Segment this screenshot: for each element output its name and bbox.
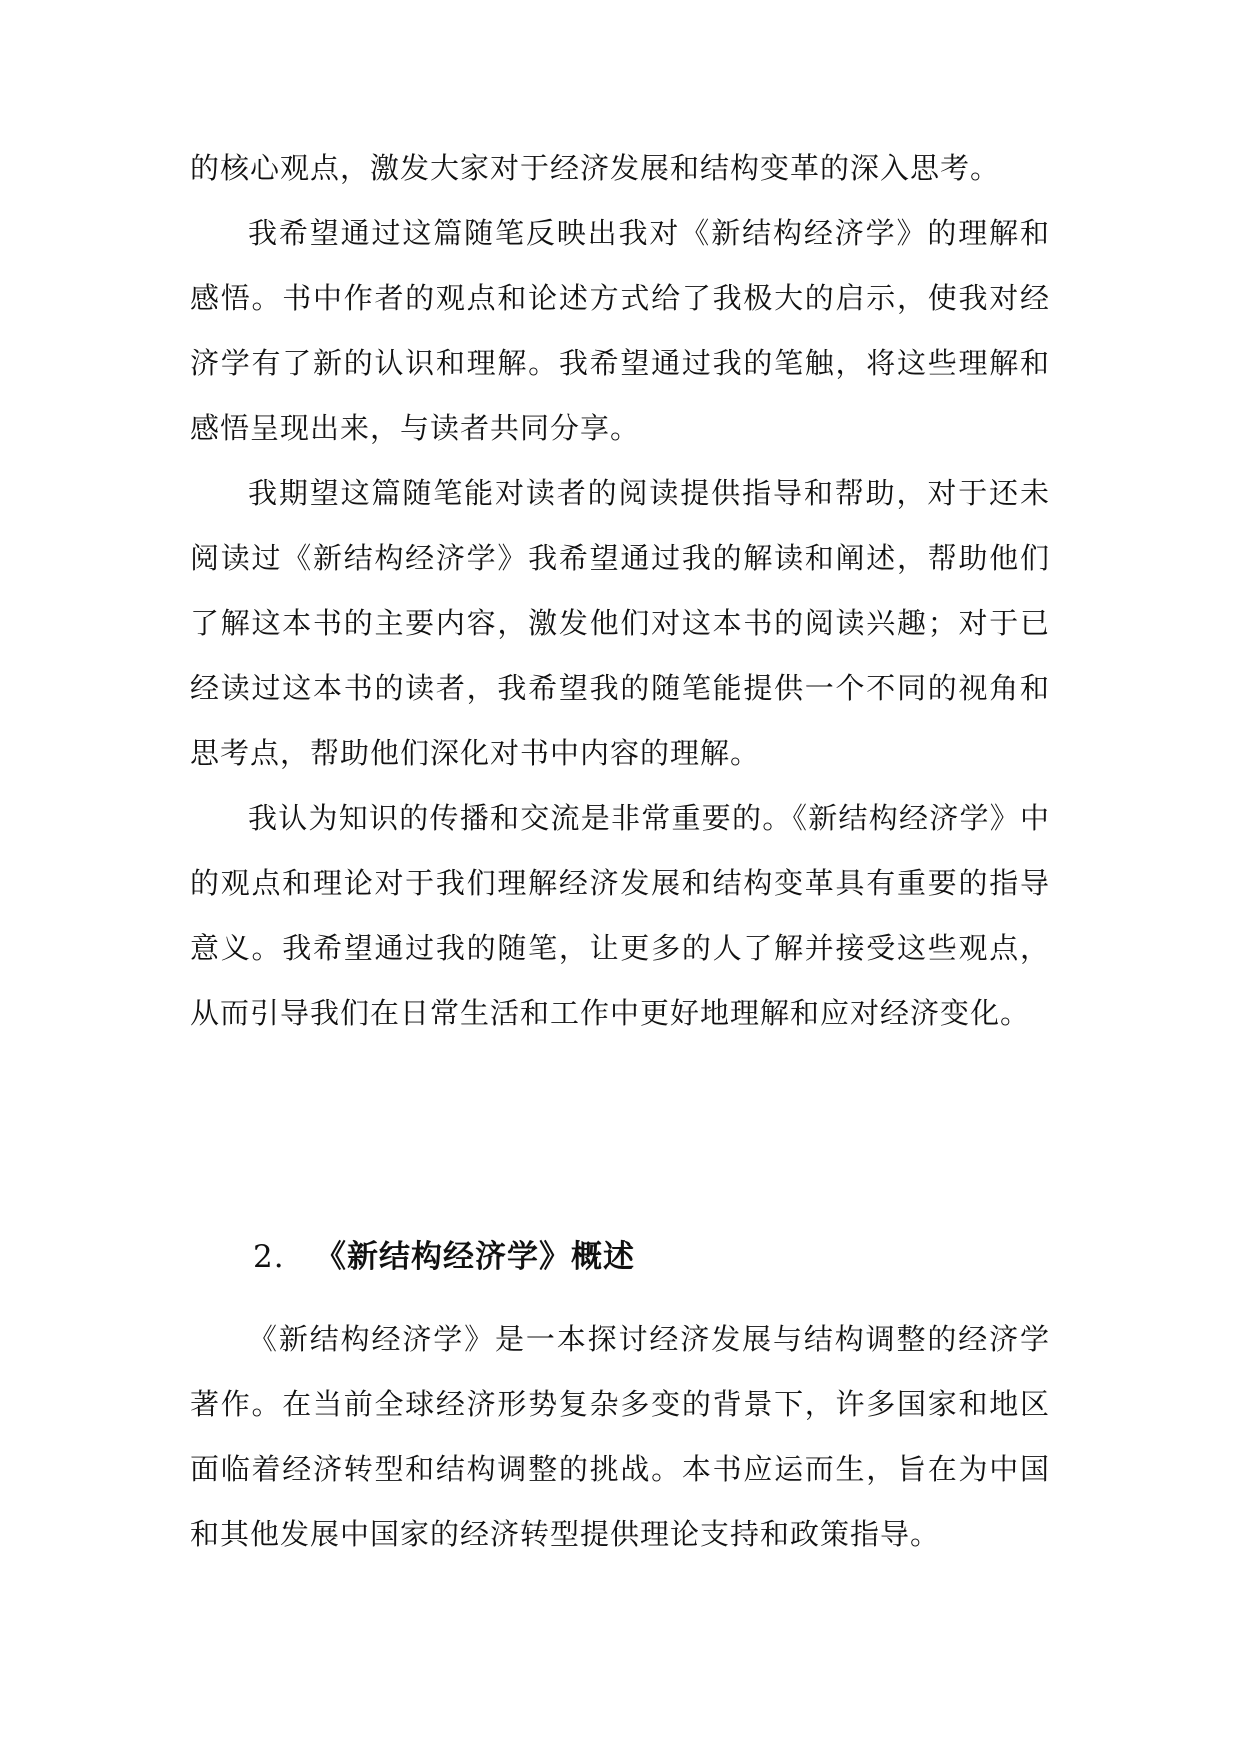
- paragraph-guidance: 我期望这篇随笔能对读者的阅读提供指导和帮助，对于还未阅读过《新结构经济学》我希望通过我的解读和阐述，帮助他们了解这本书的主要内容，激发他们对这本书的阅读兴趣；对于已经读过这本书的读者，我希望我的随笔能提供一个不同的视角和思考点，帮助他们深化对书中内容的理解。: [190, 476, 1050, 770]
- paragraph-understanding: 我希望通过这篇随笔反映出我对《新结构经济学》的理解和感悟。书中作者的观点和论述方式给了我极大的启示，使我对经济学有了新的认识和理解。我希望通过我的笔触，将这些理解和感悟呈现出来，与读者共同分享。: [190, 216, 1050, 445]
- section-title: 《新结构经济学》概述: [315, 1239, 635, 1275]
- section-number: 2.: [253, 1239, 285, 1275]
- section-body: [190, 1307, 1050, 1567]
- section-heading: [253, 1235, 635, 1279]
- paragraph-knowledge-sharing: 我认为知识的传播和交流是非常重要的。《新结构经济学》中的观点和理论对于我们理解经济发展和结构变革具有重要的指导意义。我希望通过我的随笔，让更多的人了解并接受这些观点，从而引导我们在日常生活和工作中更好地理解和应对经济变化。: [190, 801, 1050, 1030]
- body-text: [190, 136, 1050, 1046]
- paragraph-continuation: 的核心观点，激发大家对于经济发展和结构变革的深入思考。: [190, 151, 1001, 185]
- paragraph-overview: 《新结构经济学》是一本探讨经济发展与结构调整的经济学著作。在当前全球经济形势复杂多变的背景下，许多国家和地区面临着经济转型和结构调整的挑战。本书应运而生，旨在为中国和其他发展中国家的经济转型提供理论支持和政策指导。: [190, 1322, 1050, 1551]
